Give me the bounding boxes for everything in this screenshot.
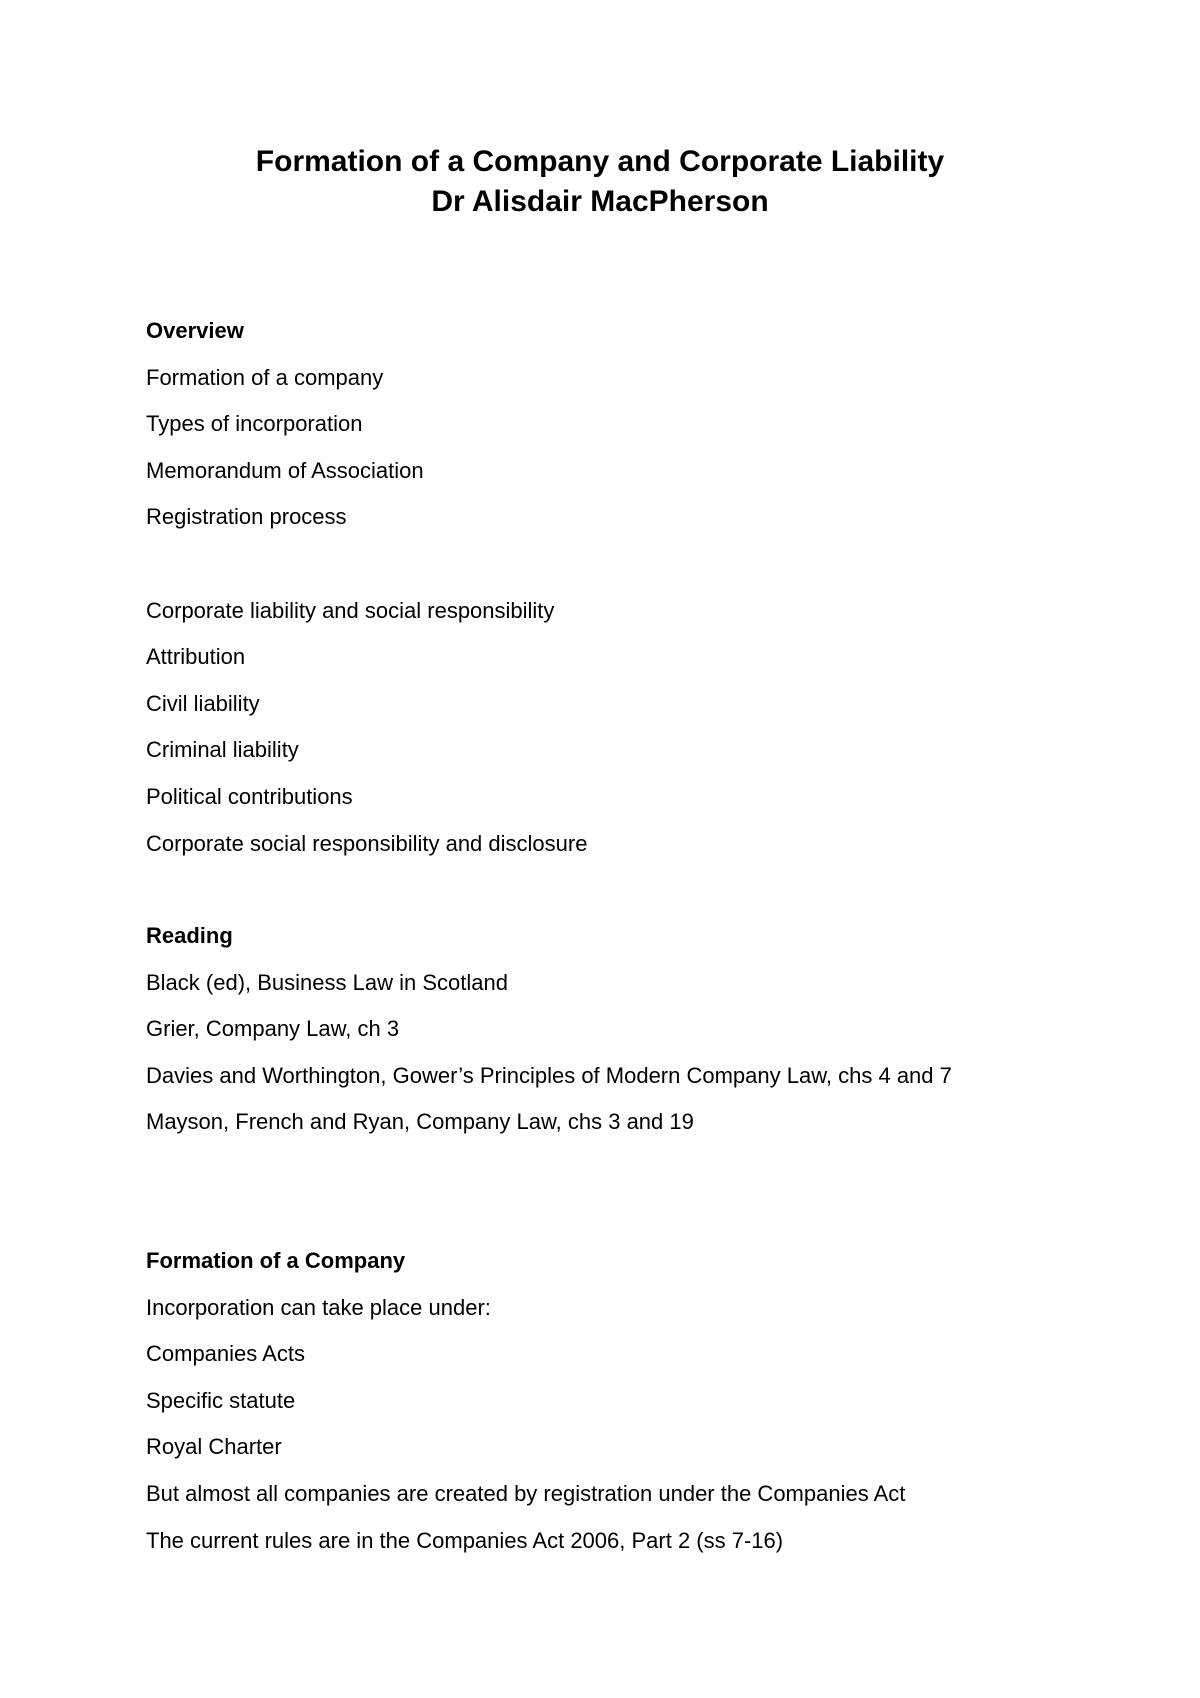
overview-item: Civil liability bbox=[146, 690, 260, 716]
document-header bbox=[0, 142, 1200, 222]
formation-section bbox=[146, 1238, 1106, 1564]
formation-item: But almost all companies are created by registration under the Companies Act bbox=[146, 1480, 906, 1506]
overview-item: Attribution bbox=[146, 644, 246, 670]
formation-heading: Formation of a Company bbox=[146, 1248, 406, 1273]
reading-item: Davies and Worthington, Gower’s Principles of Modern Company Law, chs 4 and 7 bbox=[146, 1062, 952, 1088]
overview-item: Political contributions bbox=[146, 783, 353, 809]
formation-item: Incorporation can take place under: bbox=[146, 1294, 491, 1320]
overview-item: Registration process bbox=[146, 504, 347, 530]
overview-item: Corporate social responsibility and disclosure bbox=[146, 830, 588, 856]
document-author: Dr Alisdair MacPherson bbox=[431, 185, 769, 218]
formation-item: The current rules are in the Companies Act 2006, Part 2 (ss 7-16) bbox=[146, 1527, 784, 1553]
paragraph-gap bbox=[146, 541, 1106, 588]
formation-item: Royal Charter bbox=[146, 1434, 282, 1460]
overview-item: Types of incorporation bbox=[146, 411, 363, 437]
overview-item: Formation of a company bbox=[146, 364, 384, 390]
document-title: Formation of a Company and Corporate Liability bbox=[255, 145, 945, 178]
overview-item: Memorandum of Association bbox=[146, 457, 424, 483]
reading-item: Black (ed), Business Law in Scotland bbox=[146, 969, 508, 995]
formation-item: Companies Acts bbox=[146, 1341, 305, 1367]
reading-item: Grier, Company Law, ch 3 bbox=[146, 1016, 400, 1042]
reading-section bbox=[146, 913, 1106, 1146]
reading-heading: Reading bbox=[146, 923, 233, 948]
overview-item: Corporate liability and social responsibility bbox=[146, 597, 555, 623]
overview-section bbox=[146, 308, 1106, 867]
reading-item: Mayson, French and Ryan, Company Law, chs 3 and 19 bbox=[146, 1109, 694, 1135]
overview-item: Criminal liability bbox=[146, 737, 299, 763]
formation-item: Specific statute bbox=[146, 1387, 296, 1413]
overview-heading: Overview bbox=[146, 318, 244, 343]
